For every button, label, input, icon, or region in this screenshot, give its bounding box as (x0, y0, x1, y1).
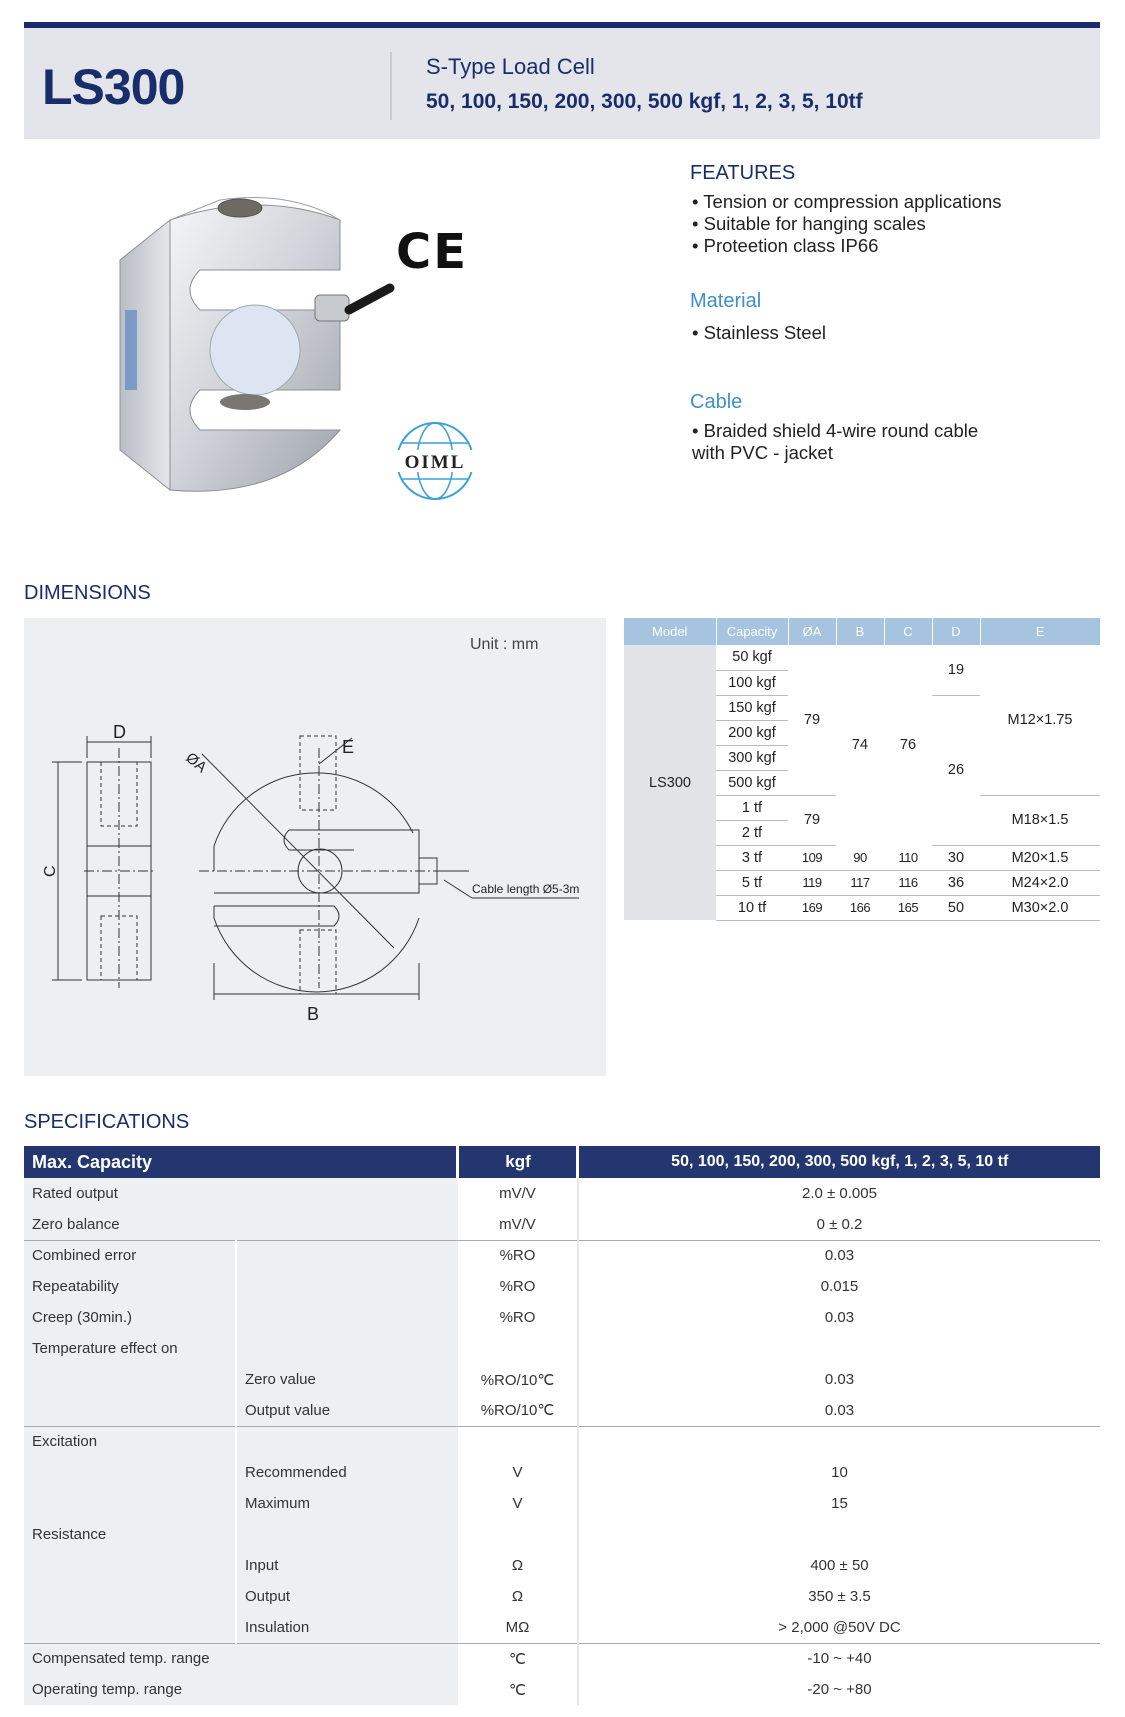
col-c: C (884, 618, 932, 645)
spec-label: Compensated temp. range (24, 1643, 458, 1674)
c-cell: 165 (884, 895, 932, 920)
c-cell: 116 (884, 870, 932, 895)
dim-label-d: D (113, 722, 126, 742)
table-row (24, 1395, 1100, 1426)
table-row (24, 1519, 1100, 1550)
dimension-drawing (24, 618, 606, 1076)
spec-value: 0.03 (578, 1240, 1100, 1271)
d-cell: 50 (932, 895, 980, 920)
capacity-cell: 500 kgf (716, 770, 788, 795)
dim-label-a: ØA (182, 749, 210, 777)
spec-sublabel: Output value (236, 1395, 458, 1426)
e-cell: M20×1.5 (980, 845, 1100, 870)
oiml-text: OIML (404, 452, 466, 473)
spec-value: -20 ~ +80 (807, 1681, 872, 1698)
spec-sublabel: Zero value (236, 1364, 458, 1395)
e-cell: M18×1.5 (980, 795, 1100, 845)
spec-sublabel: Maximum (236, 1488, 458, 1519)
b-cell: 90 (836, 845, 884, 870)
ce-mark: CE (396, 224, 469, 280)
table-row (24, 1271, 1100, 1302)
spec-unit: %RO (458, 1271, 578, 1302)
feature-item: • Tension or compression applications (692, 191, 1002, 213)
spec-value: 2.0 ± 0.005 (802, 1185, 877, 1202)
table-row (24, 1333, 1100, 1364)
specifications-title: SPECIFICATIONS (24, 1111, 190, 1133)
spec-unit: %RO (458, 1240, 578, 1271)
spec-value: 15 (831, 1495, 848, 1512)
spec-unit: %RO (458, 1302, 578, 1333)
spec-label: Excitation (24, 1426, 236, 1457)
spec-value: 10 (831, 1464, 848, 1481)
feature-item: • Suitable for hanging scales (692, 213, 1002, 235)
table-row (24, 1674, 1100, 1705)
capacity-cell: 50 kgf (716, 645, 788, 670)
table-row (24, 1364, 1100, 1395)
spec-label: Rated output (24, 1178, 458, 1209)
capacity-cell: 3 tf (716, 845, 788, 870)
table-row (24, 1209, 1100, 1240)
spec-label: Creep (30min.) (24, 1302, 236, 1333)
spec-unit: ℃ (458, 1674, 578, 1705)
spec-label: Resistance (24, 1519, 236, 1550)
spec-unit: V (458, 1488, 578, 1519)
material-list (692, 322, 826, 344)
spec-label: Temperature effect on (24, 1333, 236, 1364)
spec-value: 350 ± 3.5 (808, 1588, 871, 1605)
spec-sublabel: Output (236, 1581, 458, 1612)
a-cell: 109 (788, 845, 836, 870)
model-title: LS300 (42, 59, 185, 115)
spec-value: 0.03 (824, 1401, 855, 1419)
e-cell: M24×2.0 (980, 870, 1100, 895)
col-e: E (980, 618, 1100, 645)
spec-unit: MΩ (458, 1612, 578, 1643)
spec-value: 400 ± 50 (810, 1557, 869, 1574)
spec-sublabel: Insulation (236, 1612, 458, 1643)
a-cell: 119 (788, 870, 836, 895)
b-cell: 74 (851, 737, 869, 753)
table-row (24, 1643, 1100, 1674)
unit-label: Unit : mm (470, 636, 539, 653)
capacity-cell: 150 kgf (716, 695, 788, 720)
capacity-cell: 2 tf (716, 820, 788, 845)
spec-value: 0.03 (824, 1371, 855, 1388)
e-cell: M30×2.0 (980, 895, 1100, 920)
spec-unit: mV/V (458, 1209, 578, 1240)
spec-label: Operating temp. range (24, 1674, 458, 1705)
dimension-table (624, 618, 1100, 921)
e-cell: M12×1.75 (980, 645, 1100, 795)
spec-sublabel: Recommended (236, 1457, 458, 1488)
spec-label: Repeatability (24, 1271, 236, 1302)
table-row (24, 1302, 1100, 1333)
table-row (24, 1178, 1100, 1209)
table-row (24, 1426, 1100, 1457)
spec-unit: ℃ (458, 1643, 578, 1674)
c-cell: 110 (884, 845, 932, 870)
spec-unit: mV/V (458, 1178, 578, 1209)
feature-item: • Proteetion class IP66 (692, 235, 1002, 257)
capacity-cell: 10 tf (716, 895, 788, 920)
a-cell: 79 (788, 795, 836, 845)
col-d: D (932, 618, 980, 645)
dimensions-title: DIMENSIONS (24, 582, 151, 604)
capacity-list: 50, 100, 150, 200, 300, 500 kgf, 1, 2, 3, 5, 10tf (426, 90, 863, 113)
col-a: ØA (788, 618, 836, 645)
load-cell-image (60, 160, 580, 520)
col-b: B (836, 618, 884, 645)
spec-unit: %RO/10℃ (458, 1364, 578, 1395)
features-title: FEATURES (690, 162, 796, 184)
header-divider (390, 52, 392, 120)
capacity-cell: 100 kgf (716, 670, 788, 695)
spec-unit: Ω (458, 1581, 578, 1612)
cable-length-note: Cable length Ø5-3m (472, 882, 580, 896)
table-row (24, 1612, 1100, 1643)
d-cell: 19 (932, 645, 980, 695)
spec-table (24, 1146, 1100, 1705)
spec-header-label: Max. Capacity (24, 1146, 458, 1178)
capacity-cell: 1 tf (716, 795, 788, 820)
table-row (24, 1550, 1100, 1581)
d-cell: 30 (932, 845, 980, 870)
d-cell: 26 (932, 695, 980, 845)
spec-label: Zero balance (24, 1209, 458, 1240)
spec-label: Combined error (24, 1240, 236, 1271)
spec-value: 0.015 (820, 1278, 859, 1295)
spec-value: > 2,000 @50V DC (778, 1618, 901, 1636)
table-row (24, 1581, 1100, 1612)
model-cell: LS300 (624, 645, 716, 920)
spec-header-value: 50, 100, 150, 200, 300, 500 kgf, 1, 2, 3, 5, 10 tf (578, 1146, 1100, 1178)
product-subtitle: S-Type Load Cell (426, 54, 595, 79)
features-list (692, 191, 1002, 257)
dim-label-b: B (307, 1004, 320, 1024)
capacity-cell: 5 tf (716, 870, 788, 895)
a-cell: 169 (788, 895, 836, 920)
col-model: Model (624, 618, 716, 645)
table-row (24, 1488, 1100, 1519)
material-title: Material (690, 290, 762, 312)
spec-unit: Ω (458, 1550, 578, 1581)
d-cell: 36 (932, 870, 980, 895)
c-cell: 76 (899, 737, 917, 753)
cable-item: • Braided shield 4-wire round cable (692, 420, 978, 442)
spec-header-unit: kgf (458, 1146, 578, 1178)
oiml-logo (390, 416, 480, 506)
dim-label-e: E (342, 737, 355, 757)
b-cell: 117 (836, 870, 884, 895)
spec-unit: V (458, 1457, 578, 1488)
header-band (24, 28, 1100, 139)
table-row (624, 645, 1100, 670)
capacity-cell: 300 kgf (716, 745, 788, 770)
cable-list (692, 420, 978, 442)
capacity-cell: 200 kgf (716, 720, 788, 745)
dim-label-c: C (42, 865, 59, 877)
spec-value: 0.03 (824, 1309, 855, 1326)
cable-item-cont: with PVC - jacket (692, 442, 833, 463)
spec-value: -10 ~ +40 (578, 1643, 1100, 1674)
spec-unit: %RO/10℃ (458, 1395, 578, 1426)
material-item: • Stainless Steel (692, 322, 826, 344)
cable-title: Cable (690, 391, 743, 413)
table-row (24, 1240, 1100, 1271)
a-cell: 79 (788, 645, 836, 795)
b-cell: 166 (836, 895, 884, 920)
spec-sublabel: Input (236, 1550, 458, 1581)
spec-value: 0 ± 0.2 (816, 1215, 863, 1233)
col-capacity: Capacity (716, 618, 788, 645)
table-row (24, 1457, 1100, 1488)
